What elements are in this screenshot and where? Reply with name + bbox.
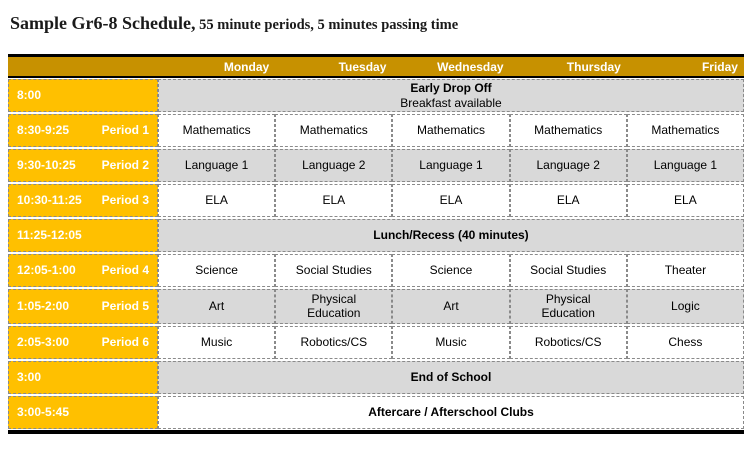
banner-title: Early Drop Off <box>410 81 492 96</box>
time-period-cell <box>8 361 158 394</box>
time-label: 3:00-5:45 <box>17 405 70 420</box>
class-cell: Theater <box>627 254 744 287</box>
schedule-row <box>8 184 744 217</box>
banner-cell <box>158 361 744 394</box>
time-label: 9:30-10:25 <box>17 158 76 173</box>
class-cell: ELA <box>510 184 627 217</box>
time-label: 10:30-11:25 <box>17 193 82 208</box>
class-cell: Physical Education <box>275 289 392 324</box>
class-cell: ELA <box>627 184 744 217</box>
time-period-cell <box>8 289 158 324</box>
time-label: 3:00 <box>17 370 42 385</box>
time-label: 2:05-3:00 <box>17 335 70 350</box>
schedule-body <box>8 78 744 430</box>
schedule-row <box>8 219 744 252</box>
banner-title: Aftercare / Afterschool Clubs <box>368 405 534 420</box>
class-cell: Art <box>158 289 275 324</box>
time-label: 8:00 <box>17 88 42 103</box>
schedule-row <box>8 396 744 429</box>
time-period-cell <box>8 149 158 182</box>
class-cell: Mathematics <box>275 114 392 147</box>
period-label: Period 4 <box>101 263 149 278</box>
period-label: Period 3 <box>101 193 149 208</box>
time-label: 11:25-12:05 <box>17 228 82 243</box>
schedule-row <box>8 254 744 287</box>
schedule-row <box>8 114 744 147</box>
banner-subtitle: Breakfast available <box>400 95 502 110</box>
class-cell: Science <box>392 254 509 287</box>
schedule-row <box>8 79 744 112</box>
class-cell: Language 2 <box>275 149 392 182</box>
class-cell: Robotics/CS <box>275 326 392 359</box>
page-title-main: Sample Gr6-8 Schedule, <box>10 13 196 33</box>
time-period-cell <box>8 326 158 359</box>
class-cell: Mathematics <box>627 114 744 147</box>
banner-cell <box>158 219 744 252</box>
period-label: Period 1 <box>101 123 149 138</box>
class-cell: Robotics/CS <box>510 326 627 359</box>
class-cell: Language 1 <box>627 149 744 182</box>
header-corner-cell <box>8 57 158 76</box>
schedule-table <box>8 54 744 434</box>
schedule-row <box>8 289 744 324</box>
class-cell: Art <box>392 289 509 324</box>
time-period-cell <box>8 184 158 217</box>
class-cell: Science <box>158 254 275 287</box>
page-title-suffix: 55 minute periods, 5 minutes passing time <box>195 17 459 33</box>
time-period-cell <box>8 254 158 287</box>
class-cell: Chess <box>627 326 744 359</box>
banner-title: End of School <box>410 370 492 385</box>
banner-cell <box>158 396 744 429</box>
day-header-monday: Monday <box>223 59 270 74</box>
time-label: 1:05-2:00 <box>17 299 70 314</box>
time-period-cell <box>8 79 158 112</box>
class-cell: Language 2 <box>510 149 627 182</box>
class-cell: Mathematics <box>158 114 275 147</box>
time-label: 12:05-1:00 <box>17 263 76 278</box>
day-header-thursday: Thursday <box>566 59 621 74</box>
banner-cell <box>158 79 744 112</box>
day-header-tuesday: Tuesday <box>338 59 387 74</box>
schedule-row <box>8 326 744 359</box>
schedule-row <box>8 149 744 182</box>
class-cell: Music <box>392 326 509 359</box>
day-header-friday: Friday <box>701 59 738 74</box>
time-label: 8:30-9:25 <box>17 123 70 138</box>
class-cell: Language 1 <box>158 149 275 182</box>
class-cell: Mathematics <box>392 114 509 147</box>
page-title <box>10 13 458 34</box>
period-label: Period 2 <box>101 158 149 173</box>
class-cell: Language 1 <box>392 149 509 182</box>
time-period-cell <box>8 114 158 147</box>
day-header-row <box>8 57 744 78</box>
class-cell: Physical Education <box>510 289 627 324</box>
class-cell: Logic <box>627 289 744 324</box>
period-label: Period 5 <box>101 299 149 314</box>
banner-title: Lunch/Recess (40 minutes) <box>373 228 529 243</box>
schedule-row <box>8 361 744 394</box>
class-cell: Mathematics <box>510 114 627 147</box>
class-cell: Social Studies <box>275 254 392 287</box>
class-cell: Music <box>158 326 275 359</box>
period-label: Period 6 <box>101 335 149 350</box>
class-cell: ELA <box>392 184 509 217</box>
class-cell: ELA <box>158 184 275 217</box>
class-cell: Social Studies <box>510 254 627 287</box>
class-cell: ELA <box>275 184 392 217</box>
day-header-wednesday: Wednesday <box>437 59 504 74</box>
time-period-cell <box>8 396 158 429</box>
time-period-cell <box>8 219 158 252</box>
